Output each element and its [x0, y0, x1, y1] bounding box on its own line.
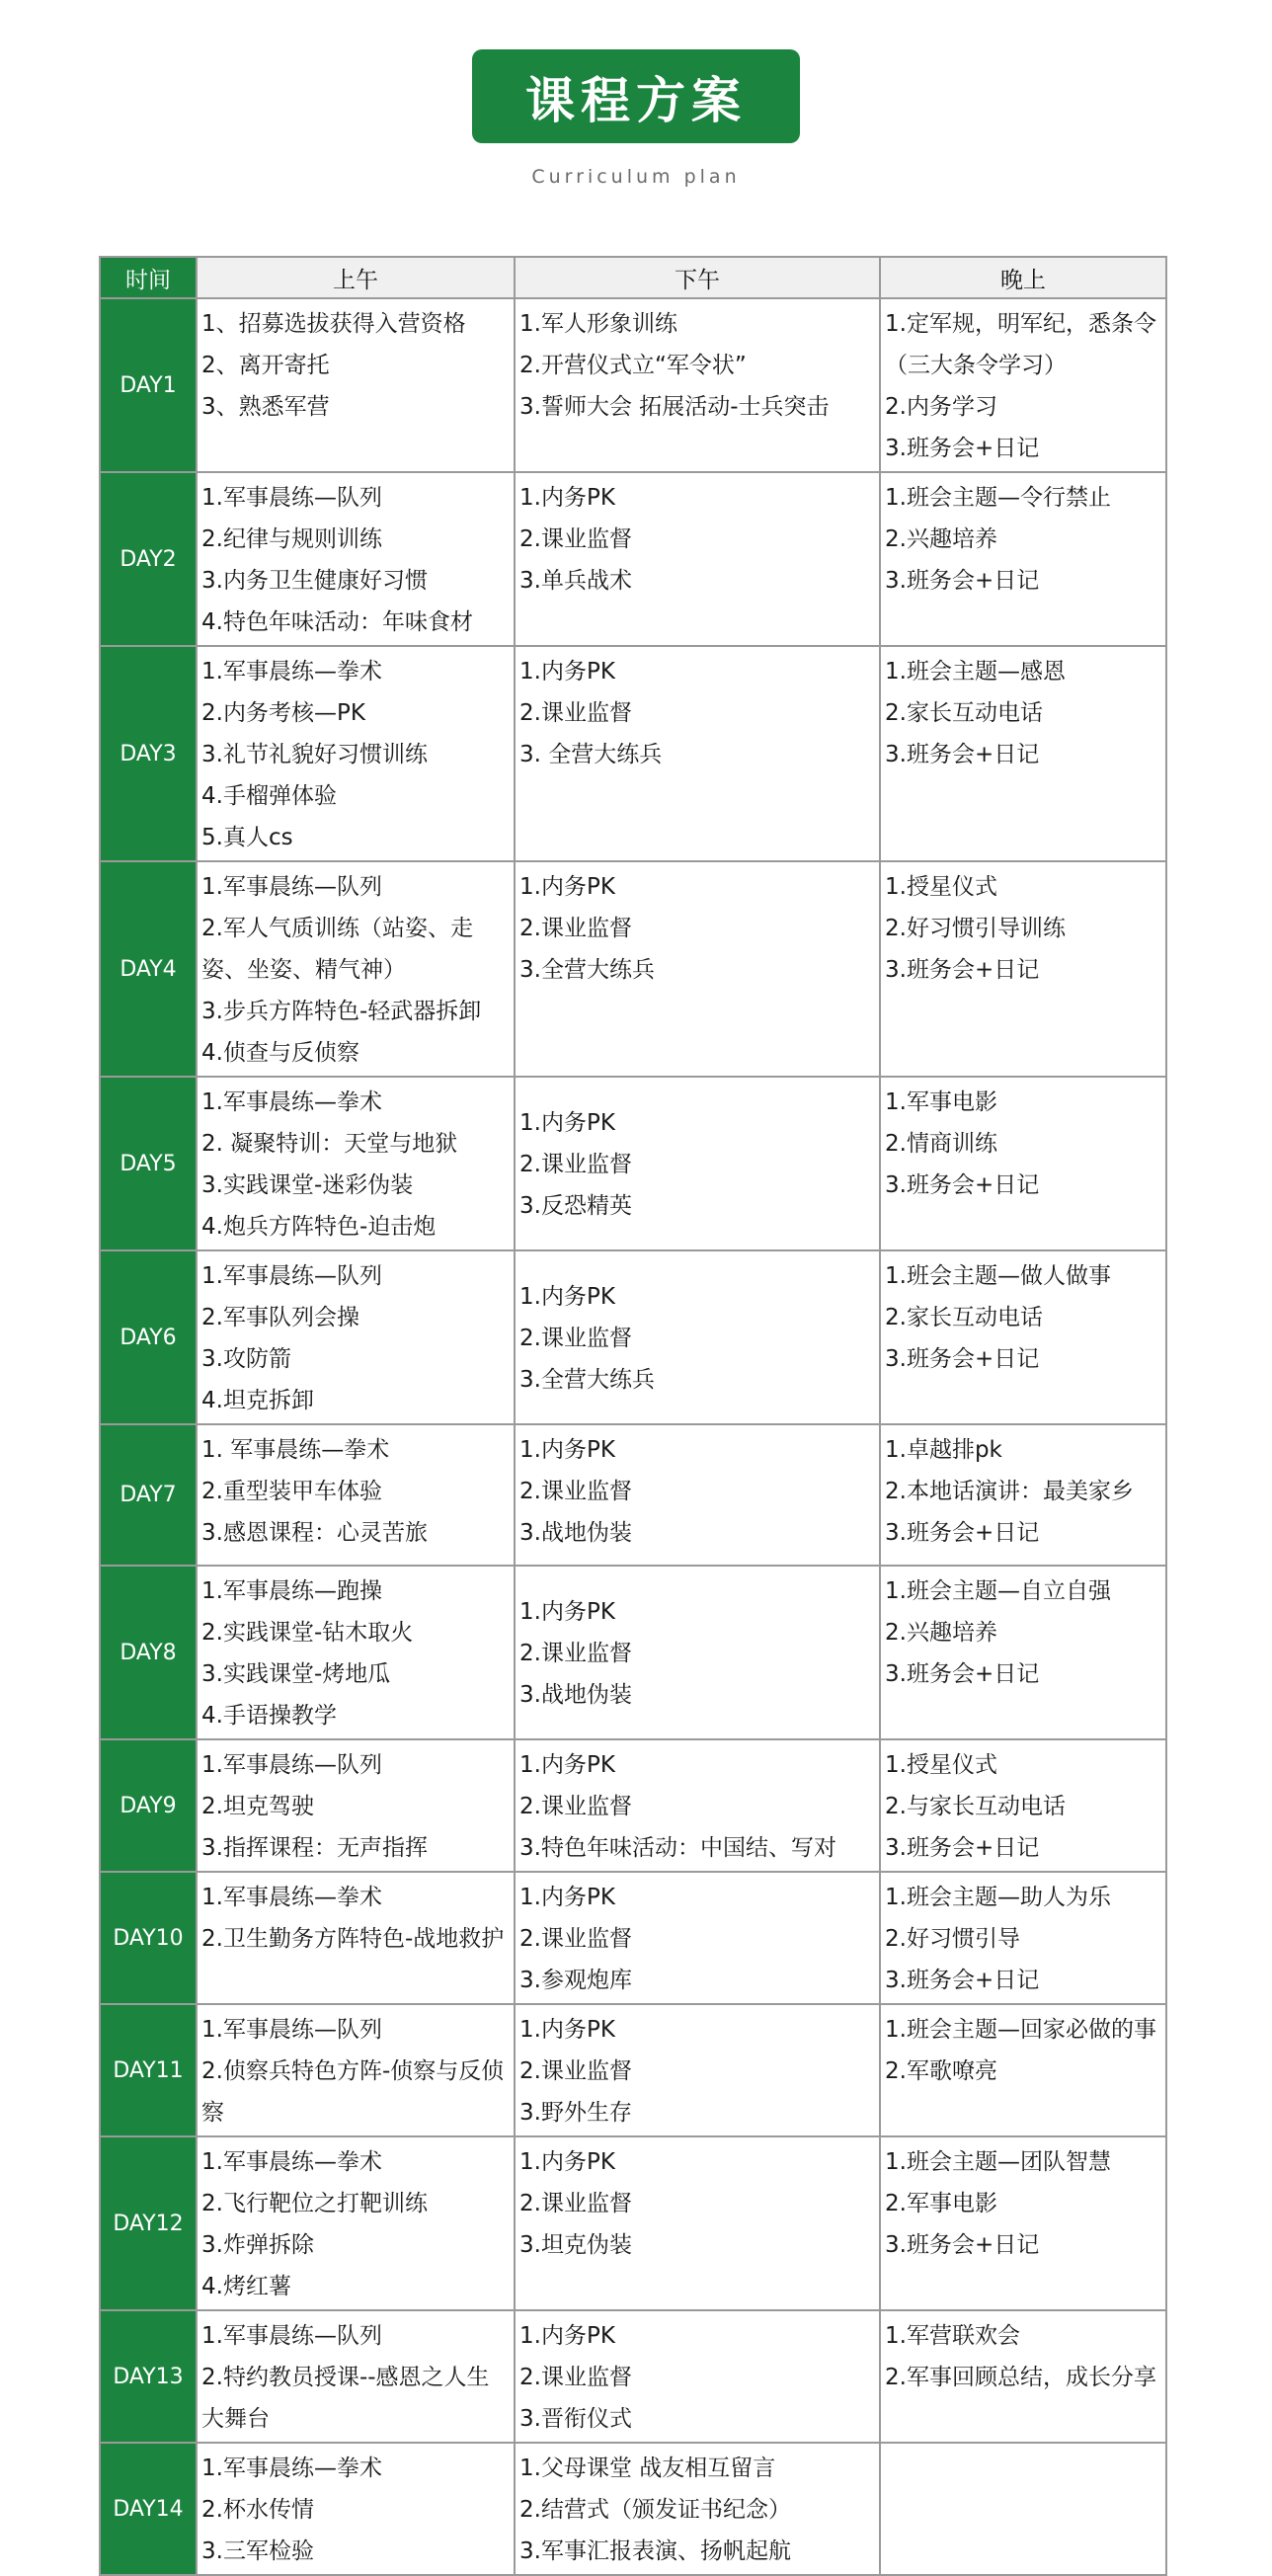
morning-item: 1.军事晨练—拳术 [201, 1089, 382, 1115]
afternoon-cell [515, 1077, 880, 1250]
table-row [100, 298, 1166, 472]
morning-item: 1.军事晨练—队列 [201, 2323, 382, 2349]
afternoon-item: 1.内务PK [519, 2323, 615, 2349]
table-row [100, 2443, 1166, 2575]
afternoon-cell [515, 472, 880, 646]
afternoon-item: 1.内务PK [519, 2017, 615, 2043]
header-row [100, 257, 1166, 298]
evening-cell [880, 1077, 1166, 1250]
day-label: DAY7 [100, 1424, 197, 1566]
evening-item: 2.家长互动电话 [885, 1305, 1043, 1330]
evening-item: 2.情商训练 [885, 1131, 997, 1157]
afternoon-cell [515, 646, 880, 861]
day-label: DAY3 [100, 646, 197, 861]
evening-cell [880, 2310, 1166, 2443]
morning-item: 1.军事晨练—队列 [201, 2017, 382, 2043]
evening-item: 3.班务会+日记 [885, 1520, 1040, 1546]
morning-item: 4.烤红薯 [201, 2274, 291, 2299]
evening-item: 1.班会主题—自立自强 [885, 1578, 1111, 1604]
evening-item: 2.好习惯引导 [885, 1926, 1020, 1952]
afternoon-item: 1.内务PK [519, 1284, 615, 1310]
header-afternoon: 下午 [515, 257, 880, 298]
morning-item: 5.真人cs [201, 825, 293, 850]
morning-item: 3.指挥课程：无声指挥 [201, 1835, 428, 1861]
table-row [100, 472, 1166, 646]
day-label: DAY1 [100, 298, 197, 472]
morning-item: 3.炸弹拆除 [201, 2232, 314, 2258]
evening-item: 2.与家长互动电话 [885, 1794, 1066, 1819]
table-row [100, 1872, 1166, 2004]
table-row [100, 1424, 1166, 1566]
morning-item: 2.杯水传情 [201, 2497, 314, 2523]
afternoon-item: 1.内务PK [519, 1599, 615, 1625]
morning-item: 1.军事晨练—队列 [201, 1263, 382, 1289]
morning-item: 2.飞行靶位之打靶训练 [201, 2191, 428, 2216]
evening-item: 3.班务会+日记 [885, 1835, 1040, 1861]
morning-item: 4.手榴弹体验 [201, 783, 337, 809]
evening-cell [880, 861, 1166, 1077]
morning-item: 4.坦克拆卸 [201, 1388, 314, 1413]
morning-item: 1.军事晨练—拳术 [201, 2455, 382, 2481]
day-label: DAY10 [100, 1872, 197, 2004]
evening-item: 1.授星仪式 [885, 874, 997, 900]
afternoon-item: 3.坦克伪装 [519, 2232, 632, 2258]
page-subtitle: Curriculum plan [531, 166, 741, 188]
evening-item: 2.内务学习 [885, 394, 997, 420]
evening-item: 1.定军规，明军纪，悉条令（三大条令学习） [885, 311, 1156, 378]
afternoon-cell [515, 1739, 880, 1872]
afternoon-item: 2.课业监督 [519, 1326, 632, 1351]
afternoon-item: 3.晋衔仪式 [519, 2406, 632, 2432]
afternoon-item: 2.课业监督 [519, 1926, 632, 1952]
evening-item: 1.班会主题—回家必做的事 [885, 2017, 1156, 2043]
morning-cell [197, 2136, 515, 2310]
evening-item: 2.军事回顾总结，成长分享 [885, 2365, 1156, 2390]
morning-item: 2.坦克驾驶 [201, 1794, 314, 1819]
evening-item: 1.军营联欢会 [885, 2323, 1020, 2349]
evening-cell [880, 2443, 1166, 2575]
morning-item: 2、离开寄托 [201, 353, 330, 378]
evening-cell [880, 2136, 1166, 2310]
evening-item: 3.班务会+日记 [885, 568, 1040, 594]
morning-item: 3.实践课堂-迷彩伪装 [201, 1172, 414, 1198]
morning-item: 2.军人气质训练（站姿、走姿、坐姿、精气神） [201, 916, 473, 983]
evening-item: 3.班务会+日记 [885, 1172, 1040, 1198]
morning-item: 2.卫生勤务方阵特色-战地救护 [201, 1926, 505, 1952]
morning-item: 2.军事队列会操 [201, 1305, 359, 1330]
morning-item: 3.三军检验 [201, 2538, 314, 2564]
morning-cell [197, 1872, 515, 2004]
evening-item: 1.班会主题—令行禁止 [885, 485, 1111, 511]
table-row [100, 646, 1166, 861]
morning-item: 2.重型装甲车体验 [201, 1479, 382, 1504]
morning-item: 1. 军事晨练—拳术 [201, 1437, 390, 1463]
afternoon-cell [515, 861, 880, 1077]
morning-item: 2. 凝聚特训：天堂与地狱 [201, 1131, 458, 1157]
morning-cell [197, 298, 515, 472]
evening-item: 1.授星仪式 [885, 1752, 997, 1778]
morning-item: 4.特色年味活动：年味食材 [201, 609, 473, 635]
evening-item: 1.班会主题—感恩 [885, 659, 1066, 684]
afternoon-item: 2.课业监督 [519, 1479, 632, 1504]
evening-item: 2.好习惯引导训练 [885, 916, 1066, 941]
afternoon-cell [515, 2443, 880, 2575]
morning-cell [197, 861, 515, 1077]
morning-item: 2.侦察兵特色方阵-侦察与反侦察 [201, 2058, 505, 2126]
evening-item: 2.兴趣培养 [885, 526, 997, 552]
afternoon-cell [515, 298, 880, 472]
evening-cell [880, 1250, 1166, 1424]
evening-cell [880, 1739, 1166, 1872]
afternoon-item: 3.特色年味活动：中国结、写对 [519, 1835, 836, 1861]
evening-cell [880, 2004, 1166, 2136]
afternoon-cell [515, 1566, 880, 1739]
morning-item: 3.步兵方阵特色-轻武器拆卸 [201, 999, 482, 1024]
day-label: DAY6 [100, 1250, 197, 1424]
afternoon-item: 2.课业监督 [519, 2191, 632, 2216]
morning-cell [197, 1077, 515, 1250]
morning-item: 4.炮兵方阵特色-迫击炮 [201, 1214, 437, 1240]
afternoon-cell [515, 2004, 880, 2136]
afternoon-item: 2.课业监督 [519, 1641, 632, 1666]
afternoon-item: 2.课业监督 [519, 700, 632, 726]
evening-item: 3.班务会+日记 [885, 957, 1040, 983]
table-row [100, 1077, 1166, 1250]
afternoon-item: 1.内务PK [519, 2149, 615, 2175]
afternoon-item: 1.内务PK [519, 1437, 615, 1463]
morning-item: 2.实践课堂-钻木取火 [201, 1620, 414, 1646]
afternoon-item: 2.课业监督 [519, 2365, 632, 2390]
header-evening: 晚上 [880, 257, 1166, 298]
evening-item: 3.班务会+日记 [885, 742, 1040, 767]
morning-item: 1.军事晨练—队列 [201, 874, 382, 900]
afternoon-item: 2.开营仪式立“军令状” [519, 353, 747, 378]
table-body [100, 298, 1166, 2575]
morning-cell [197, 472, 515, 646]
afternoon-item: 3.战地伪装 [519, 1682, 632, 1708]
afternoon-item: 3.战地伪装 [519, 1520, 632, 1546]
afternoon-item: 2.课业监督 [519, 526, 632, 552]
afternoon-item: 2.课业监督 [519, 2058, 632, 2084]
morning-item: 3.内务卫生健康好习惯 [201, 568, 428, 594]
afternoon-item: 1.军人形象训练 [519, 311, 677, 337]
morning-cell [197, 2004, 515, 2136]
evening-item: 2.兴趣培养 [885, 1620, 997, 1646]
morning-item: 2.特约教员授课--感恩之人生大舞台 [201, 2365, 490, 2432]
evening-item: 1.军事电影 [885, 1089, 997, 1115]
afternoon-item: 3.反恐精英 [519, 1193, 632, 1219]
morning-cell [197, 2443, 515, 2575]
afternoon-item: 1.内务PK [519, 1752, 615, 1778]
afternoon-item: 1.父母课堂 战友相互留言 [519, 2455, 776, 2481]
evening-item: 3.班务会+日记 [885, 436, 1040, 461]
morning-item: 1.军事晨练—拳术 [201, 659, 382, 684]
evening-item: 3.班务会+日记 [885, 1661, 1040, 1687]
evening-item: 2.本地话演讲：最美家乡 [885, 1479, 1134, 1504]
morning-cell [197, 1250, 515, 1424]
day-label: DAY2 [100, 472, 197, 646]
evening-cell [880, 1872, 1166, 2004]
page-title: 课程方案 [472, 49, 800, 143]
afternoon-cell [515, 1250, 880, 1424]
evening-item: 3.班务会+日记 [885, 1346, 1040, 1372]
evening-item: 2.军事电影 [885, 2191, 997, 2216]
afternoon-item: 2.结营式（颁发证书纪念） [519, 2497, 791, 2523]
afternoon-item: 1.内务PK [519, 1110, 615, 1136]
morning-item: 1.军事晨练—队列 [201, 1752, 382, 1778]
table-row [100, 2136, 1166, 2310]
afternoon-cell [515, 2136, 880, 2310]
morning-item: 3.感恩课程：心灵苦旅 [201, 1520, 428, 1546]
evening-cell [880, 1566, 1166, 1739]
table-row [100, 1739, 1166, 1872]
afternoon-item: 3.全营大练兵 [519, 1367, 655, 1393]
evening-item: 3.班务会+日记 [885, 2232, 1040, 2258]
morning-item: 1.军事晨练—跑操 [201, 1578, 382, 1604]
morning-item: 1.军事晨练—拳术 [201, 1885, 382, 1910]
morning-item: 1.军事晨练—队列 [201, 485, 382, 511]
afternoon-item: 3.誓师大会 拓展活动-士兵突击 [519, 394, 830, 420]
day-label: DAY12 [100, 2136, 197, 2310]
morning-item: 2.纪律与规则训练 [201, 526, 382, 552]
evening-cell [880, 472, 1166, 646]
afternoon-item: 3.军事汇报表演、扬帆起航 [519, 2538, 791, 2564]
evening-cell [880, 1424, 1166, 1566]
curriculum-table [99, 256, 1167, 2576]
day-label: DAY5 [100, 1077, 197, 1250]
morning-cell [197, 1739, 515, 1872]
morning-item: 3.礼节礼貌好习惯训练 [201, 742, 428, 767]
evening-cell [880, 646, 1166, 861]
afternoon-cell [515, 1872, 880, 2004]
afternoon-item: 3.参观炮库 [519, 1968, 632, 1993]
morning-item: 3.攻防箭 [201, 1346, 291, 1372]
day-label: DAY4 [100, 861, 197, 1077]
table-row [100, 1566, 1166, 1739]
morning-item: 1.军事晨练—拳术 [201, 2149, 382, 2175]
morning-cell [197, 1566, 515, 1739]
day-label: DAY9 [100, 1739, 197, 1872]
morning-cell [197, 646, 515, 861]
afternoon-item: 1.内务PK [519, 659, 615, 684]
morning-item: 4.侦查与反侦察 [201, 1040, 359, 1066]
morning-cell [197, 1424, 515, 1566]
evening-item: 1.班会主题—助人为乐 [885, 1885, 1111, 1910]
afternoon-item: 2.课业监督 [519, 1152, 632, 1177]
day-label: DAY8 [100, 1566, 197, 1739]
morning-item: 3.实践课堂-烤地瓜 [201, 1661, 391, 1687]
morning-item: 4.手语操教学 [201, 1703, 337, 1729]
evening-item: 1.卓越排pk [885, 1437, 1002, 1463]
evening-cell [880, 298, 1166, 472]
table-row [100, 2310, 1166, 2443]
table-row [100, 1250, 1166, 1424]
day-label: DAY11 [100, 2004, 197, 2136]
morning-item: 1、招募选拔获得入营资格 [201, 311, 466, 337]
afternoon-item: 2.课业监督 [519, 1794, 632, 1819]
evening-item: 1.班会主题—团队智慧 [885, 2149, 1111, 2175]
header-morning: 上午 [197, 257, 515, 298]
morning-cell [197, 2310, 515, 2443]
evening-item: 3.班务会+日记 [885, 1968, 1040, 1993]
day-label: DAY14 [100, 2443, 197, 2575]
afternoon-cell [515, 1424, 880, 1566]
evening-item: 2.家长互动电话 [885, 700, 1043, 726]
afternoon-item: 1.内务PK [519, 874, 615, 900]
afternoon-item: 3.单兵战术 [519, 568, 632, 594]
table-row [100, 2004, 1166, 2136]
afternoon-item: 1.内务PK [519, 1885, 615, 1910]
table-row [100, 861, 1166, 1077]
day-label: DAY13 [100, 2310, 197, 2443]
header-time: 时间 [100, 257, 197, 298]
morning-item: 3、熟悉军营 [201, 394, 330, 420]
afternoon-item: 3.野外生存 [519, 2100, 632, 2126]
afternoon-item: 3.全营大练兵 [519, 957, 655, 983]
evening-item: 2.军歌嘹亮 [885, 2058, 997, 2084]
afternoon-item: 3. 全营大练兵 [519, 742, 663, 767]
morning-item: 2.内务考核—PK [201, 700, 365, 726]
evening-item: 1.班会主题—做人做事 [885, 1263, 1111, 1289]
afternoon-item: 2.课业监督 [519, 916, 632, 941]
afternoon-cell [515, 2310, 880, 2443]
afternoon-item: 1.内务PK [519, 485, 615, 511]
